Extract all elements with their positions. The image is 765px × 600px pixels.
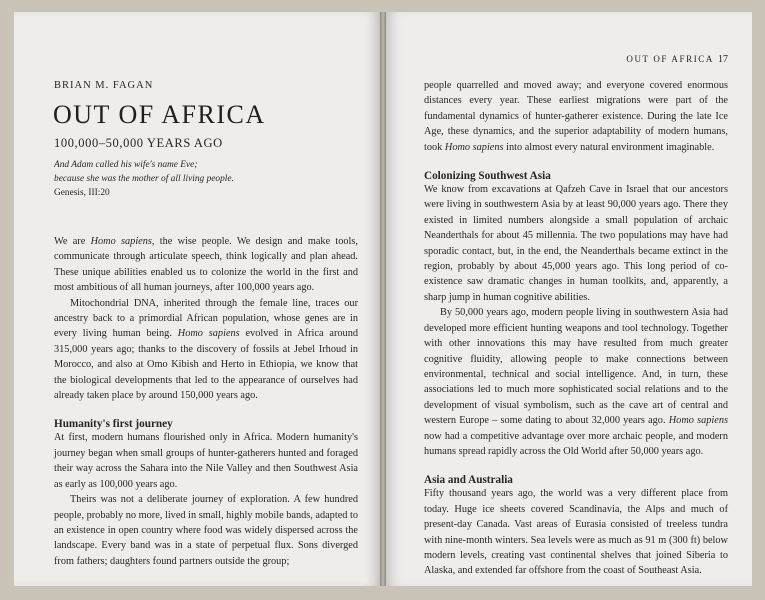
running-head bbox=[626, 54, 728, 65]
paragraph: We are Homo sapiens, the wise people. We design and make tools, communicate through articulate speech, think logically and plan ahead. These unique abilities enabled us to colonize the world in the first and most ambitious of all human journeys, after 100,000 years ago. bbox=[54, 236, 358, 294]
author-name: BRIAN M. FAGAN bbox=[54, 80, 154, 91]
right-body bbox=[424, 78, 728, 579]
paragraph: Fifty thousand years ago, the world was a very different place from today. Huge ice sheets covered Scandinavia, the Alps and much of present-day Canada. Vast areas of Eurasia consisted of treeless tundra with nine-month winters. Sea levels were as much as 91 m (300 ft) below modern levels, creating vast continental shelves that joined Siberia to Alaska, and extended far offshore from the coast of Southeast Asia. bbox=[424, 488, 728, 577]
epigraph bbox=[54, 158, 234, 200]
page-number: 17 bbox=[718, 54, 728, 65]
chapter-subtitle: 100,000–50,000 YEARS AGO bbox=[54, 136, 223, 150]
epigraph-line: because she was the mother of all living people. bbox=[54, 174, 234, 184]
left-page bbox=[14, 12, 380, 586]
section-heading: Asia and Australia bbox=[424, 474, 513, 487]
paragraph: We know from excavations at Qafzeh Cave in Israel that our ancestors were living in southwestern Asia by at least 90,000 years ago. There they existed in limited numbers alongside a small population of archaic Neanderthals for about 45 millennia. The two populations may have had sporadic contact, but, in the end, the Neanderthals became extinct in the region, probably by about 45,000 years ago. This long period of co-existence saw dramatic changes in human toolkits, and, apparently, a sharp jump in human cognitive abilities. bbox=[424, 184, 728, 303]
section-heading: Humanity's first journey bbox=[54, 418, 173, 431]
running-head-title: OUT OF AFRICA bbox=[626, 54, 714, 64]
left-body bbox=[54, 234, 358, 569]
chapter-title: OUT OF AFRICA bbox=[53, 100, 266, 129]
epigraph-citation: Genesis, III:20 bbox=[54, 188, 110, 198]
right-page bbox=[386, 12, 752, 586]
paragraph: By 50,000 years ago, modern people living in southwestern Asia had developed more efficient hunting weapons and tool technology. Together with other innovations this may have resulted from much greater cognitive fluidity, allowing people to make connections between environmental, technical and social intelligence. And, in turn, these associations led to much more sophisticated social relations and to the development of visual symbolism, such as the cave art of central and western Europe – some dating to about 32,000 years ago. Homo sapiens now had a competitive advantage over more archaic people, and modern humans spread rapidly across the Old World after 50,000 years ago. bbox=[424, 307, 728, 457]
paragraph: At first, modern humans flourished only in Africa. Modern humanity's journey began when small groups of hunter-gatherers hunted and foraged their way across the Sahara into the Nile Valley and then Southwest Asia as early as 100,000 years ago. bbox=[54, 432, 358, 490]
paragraph: Mitochondrial DNA, inherited through the female line, traces our ancestry back to a primordial African population, whose genes are in every living human being. Homo sapiens evolved in Africa around 315,000 years ago; thanks to the discovery of fossils at Jebel Irhoud in Morocco, and also at Omo Kibish and Herto in Ethiopia, we know that the biological developments that led to the appearance of ourselves had already taken place by around 150,000 years ago. bbox=[54, 297, 358, 402]
epigraph-line: And Adam called his wife's name Eve; bbox=[54, 160, 198, 170]
paragraph: people quarrelled and moved away; and everyone covered enormous distances every year. These earliest migrations were part of the fundamental dynamics of hunter-gatherer existence. During the late Ice Age, these dynamics, and the superior adaptability of modern humans, took Homo sapiens into almost every natural environment imaginable. bbox=[424, 80, 728, 153]
section-heading: Colonizing Southwest Asia bbox=[424, 170, 551, 183]
paragraph: Theirs was not a deliberate journey of exploration. A few hundred people, probably no more, lived in small, highly mobile bands, adapted to an existence in open country where food was widely dispersed across the landscape. Every band was in a state of perpetual flux. Sons diverged from fathers; daughters found partners outside the group; bbox=[54, 494, 358, 567]
